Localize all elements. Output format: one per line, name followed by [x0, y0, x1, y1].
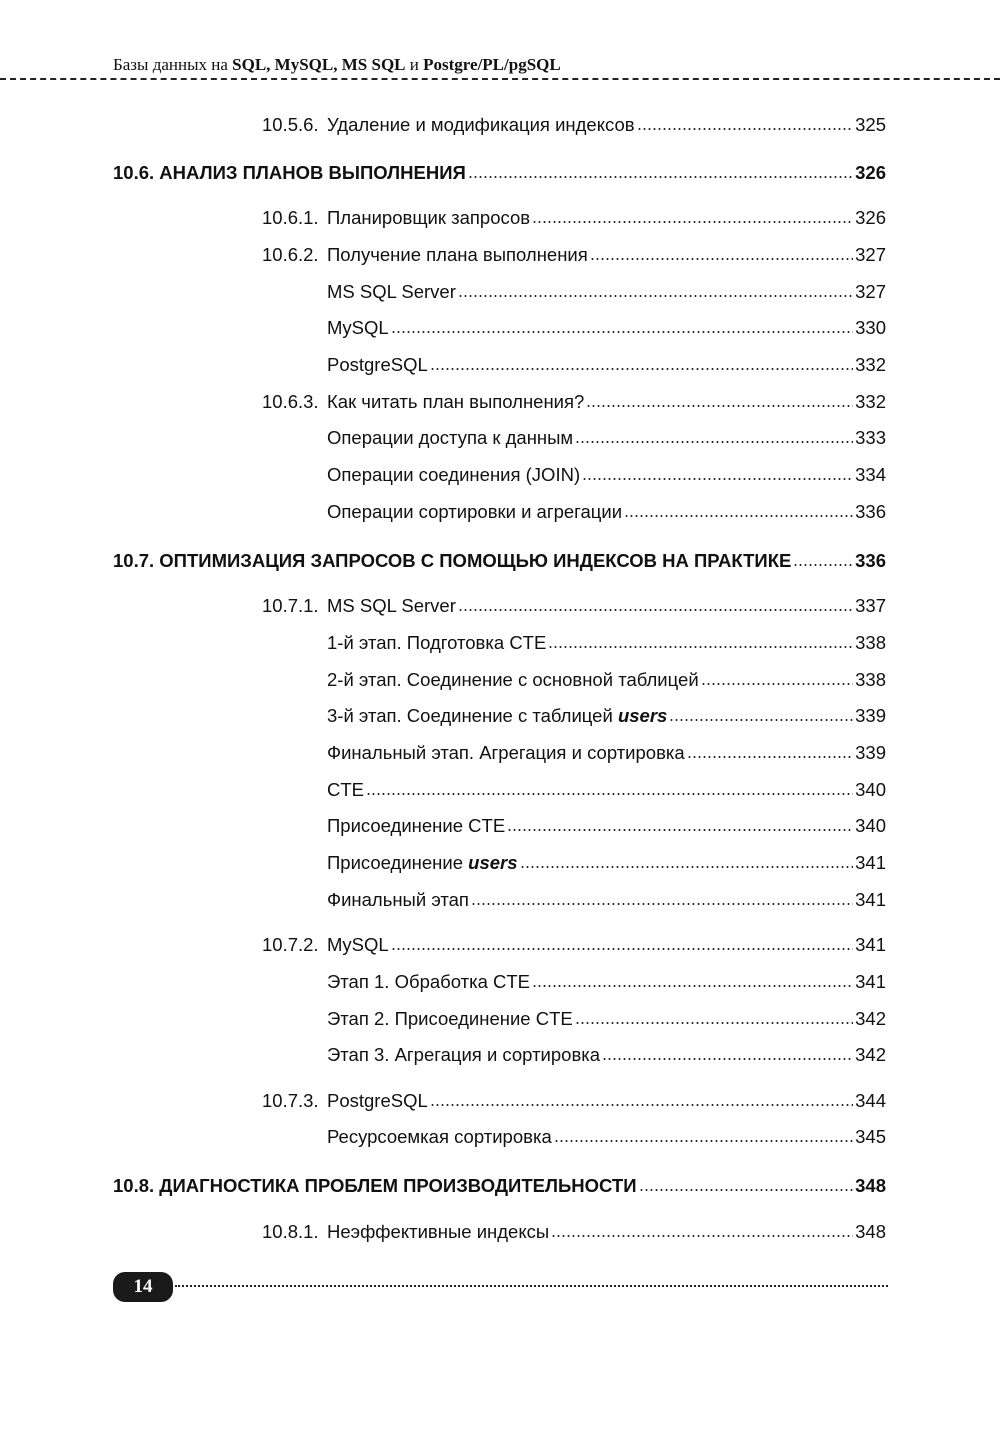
toc-entry[interactable]	[0, 389, 886, 415]
entry-page: 341	[855, 889, 886, 910]
toc-entry[interactable]	[0, 740, 886, 766]
running-head-parts: SQL, MySQL, MS SQL	[232, 55, 406, 74]
entry-page: 325	[855, 114, 886, 135]
entry-title: Неэффективные индексы	[327, 1221, 550, 1242]
entry-title: PostgreSQL	[327, 1090, 428, 1111]
dot-leader	[701, 682, 853, 686]
entry-title: MS SQL Server	[327, 595, 456, 616]
toc-entry[interactable]	[0, 667, 886, 693]
entry-page: 348	[855, 1221, 886, 1242]
dot-leader	[532, 220, 853, 224]
entry-page: 333	[855, 427, 886, 448]
entry-page: 332	[855, 354, 886, 375]
entry-page: 327	[855, 244, 886, 265]
toc-entry[interactable]	[0, 315, 886, 341]
entry-number: 10.6.1.	[262, 207, 319, 228]
dot-leader	[458, 294, 853, 298]
dot-leader	[507, 828, 853, 832]
running-head	[113, 55, 561, 75]
entry-title: Присоединение users	[327, 852, 518, 873]
entry-number: 10.6.2.	[262, 244, 319, 265]
entry-title: Операции сортировки и агрегации	[327, 501, 623, 522]
entry-page: 332	[855, 391, 886, 412]
entry-title: Как читать план выполнения?	[327, 391, 585, 412]
entry-title: Присоединение CTE	[327, 815, 506, 836]
dot-leader	[637, 127, 854, 131]
entry-page: 326	[855, 162, 886, 183]
dot-leader	[582, 477, 853, 481]
entry-number: 10.7.1.	[262, 595, 319, 616]
dot-leader	[669, 718, 853, 722]
dot-leader	[639, 1188, 854, 1192]
dot-leader	[575, 1021, 853, 1025]
entry-title: Операции доступа к данным	[327, 427, 574, 448]
dot-leader	[624, 514, 853, 518]
toc-entry[interactable]	[0, 112, 886, 138]
entry-page: 340	[855, 815, 886, 836]
dot-leader	[391, 947, 853, 951]
entry-page: 341	[855, 971, 886, 992]
entry-page: 341	[855, 934, 886, 955]
entry-page: 336	[855, 550, 886, 571]
toc-entry[interactable]	[0, 279, 886, 305]
footer-rule	[175, 1285, 888, 1287]
dot-leader	[548, 645, 853, 649]
entry-page: 345	[855, 1126, 886, 1147]
dot-leader	[532, 984, 853, 988]
entry-page: 341	[855, 852, 886, 873]
entry-page: 330	[855, 317, 886, 338]
toc-entry[interactable]	[0, 777, 886, 803]
toc-entry[interactable]	[0, 813, 886, 839]
toc-entry[interactable]	[0, 242, 886, 268]
entry-number: 10.8.1.	[262, 1221, 319, 1242]
entry-number: 10.7.2.	[262, 934, 319, 955]
dot-leader	[430, 1103, 853, 1107]
entry-title: Планировщик запросов	[327, 207, 531, 228]
entry-title-emphasis: users	[617, 705, 668, 726]
entry-page: 339	[855, 742, 886, 763]
page-number-badge: 14	[113, 1272, 173, 1302]
toc-entry[interactable]	[0, 1006, 886, 1032]
entry-page: 344	[855, 1090, 886, 1111]
dot-leader	[590, 257, 853, 261]
entry-title: Получение плана выполнения	[327, 244, 588, 265]
toc-entry[interactable]	[0, 887, 886, 913]
dot-leader	[366, 792, 853, 796]
entry-title: 10.8. ДИАГНОСТИКА ПРОБЛЕМ ПРОИЗВОДИТЕЛЬНОСТИ	[113, 1175, 637, 1196]
toc-entry[interactable]	[0, 1042, 886, 1068]
entry-title: 3-й этап. Соединение с таблицей users	[327, 705, 668, 726]
dot-leader	[551, 1234, 853, 1238]
entry-title: Операции соединения (JOIN)	[327, 464, 581, 485]
dot-leader	[391, 330, 853, 334]
entry-title: 1-й этап. Подготовка CTE	[327, 632, 547, 653]
toc-entry[interactable]	[0, 593, 886, 619]
dot-leader	[575, 440, 853, 444]
entry-page: 338	[855, 669, 886, 690]
dot-leader	[468, 175, 853, 179]
entry-page: 342	[855, 1008, 886, 1029]
entry-title: Удаление и модификация индексов	[327, 114, 635, 135]
running-head-prefix: Базы данных на	[113, 55, 233, 74]
toc-entry[interactable]	[0, 462, 886, 488]
toc-entry[interactable]	[0, 1173, 886, 1199]
entry-title: PostgreSQL	[327, 354, 428, 375]
toc-entry[interactable]	[0, 1219, 886, 1245]
entry-title-emphasis: users	[468, 852, 518, 873]
entry-title: 10.7. ОПТИМИЗАЦИЯ ЗАПРОСОВ С ПОМОЩЬЮ ИНДЕКСОВ НА ПРАКТИКЕ	[113, 550, 792, 571]
entry-title: Этап 2. Присоединение CTE	[327, 1008, 573, 1029]
toc-entry[interactable]	[0, 352, 886, 378]
entry-page: 339	[855, 705, 886, 726]
entry-page: 336	[855, 501, 886, 522]
entry-number: 10.7.3.	[262, 1090, 319, 1111]
toc-entry[interactable]	[0, 969, 886, 995]
entry-title: Ресурсоемкая сортировка	[327, 1126, 552, 1147]
toc-entry[interactable]	[0, 499, 886, 525]
toc-entry[interactable]	[0, 703, 886, 729]
entry-number: 10.5.6.	[262, 114, 319, 135]
toc-entry[interactable]	[0, 160, 886, 186]
entry-title: Этап 3. Агрегация и сортировка	[327, 1044, 601, 1065]
entry-page: 342	[855, 1044, 886, 1065]
dot-leader	[554, 1139, 853, 1143]
entry-title: MySQL	[327, 934, 389, 955]
dot-leader	[458, 608, 853, 612]
entry-page: 337	[855, 595, 886, 616]
entry-number: 10.6.3.	[262, 391, 319, 412]
entry-title: Финальный этап	[327, 889, 469, 910]
toc-entry[interactable]	[0, 1124, 886, 1150]
toc-entry[interactable]	[0, 425, 886, 451]
dot-leader	[586, 404, 853, 408]
entry-title: CTE	[327, 779, 364, 800]
entry-title: 2-й этап. Соединение с основной таблицей	[327, 669, 699, 690]
toc-entry[interactable]	[0, 932, 886, 958]
toc-entry[interactable]	[0, 630, 886, 656]
dot-leader	[471, 902, 853, 906]
running-head-last: Postgre/PL/pgSQL	[423, 55, 561, 74]
entry-title: MySQL	[327, 317, 389, 338]
entry-page: 327	[855, 281, 886, 302]
dot-leader	[793, 563, 853, 567]
entry-title: Этап 1. Обработка CTE	[327, 971, 531, 992]
entry-page: 340	[855, 779, 886, 800]
dot-leader	[602, 1057, 853, 1061]
entry-page: 326	[855, 207, 886, 228]
toc-entry[interactable]	[0, 1088, 886, 1114]
dot-leader	[430, 367, 853, 371]
toc-entry[interactable]	[0, 850, 886, 876]
dot-leader	[687, 755, 853, 759]
entry-title: Финальный этап. Агрегация и сортировка	[327, 742, 685, 763]
toc-entry[interactable]	[0, 205, 886, 231]
entry-title: 10.6. АНАЛИЗ ПЛАНОВ ВЫПОЛНЕНИЯ	[113, 162, 466, 183]
running-head-conj: и	[405, 55, 424, 74]
entry-page: 338	[855, 632, 886, 653]
toc-entry[interactable]	[0, 548, 886, 574]
dot-leader	[520, 865, 854, 869]
entry-page: 334	[855, 464, 886, 485]
header-rule	[0, 78, 1000, 80]
entry-title: MS SQL Server	[327, 281, 456, 302]
entry-page: 348	[855, 1175, 886, 1196]
